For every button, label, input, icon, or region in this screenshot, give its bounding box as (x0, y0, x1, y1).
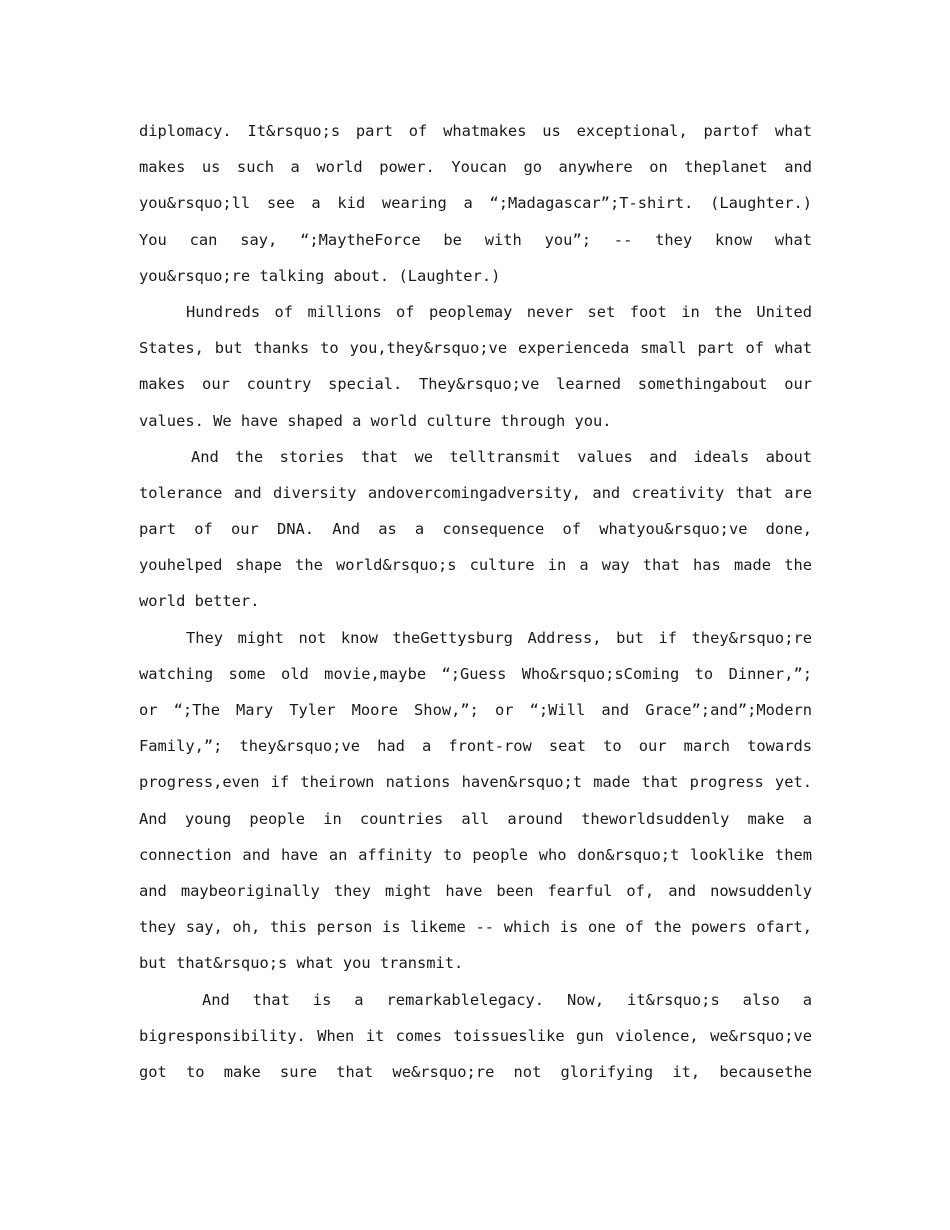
text-line: They might not know theGettysburg Address, but if they&rsquo;re (186, 628, 812, 647)
text-line: or “;The Mary Tyler Moore Show,”; or “;Will and Grace”;and”;Modern (139, 701, 812, 719)
text-line: youhelped shape the world&rsquo;s culture in a way that has made the (139, 556, 812, 575)
text-line: progress,even if theirown nations haven&rsquo;t made that progress yet. (139, 773, 812, 792)
text-line: world better. (139, 592, 260, 611)
text-line: but that&rsquo;s what you transmit. (139, 954, 464, 973)
text-line: you&rsquo;re talking about. (Laughter.) (139, 266, 501, 285)
text-line: and maybeoriginally they might have been fearful of, and nowsuddenly (139, 881, 812, 900)
paragraph-3 (139, 439, 812, 620)
text-line: States, but thanks to you,they&rsquo;ve experienceda small part of what (139, 339, 812, 358)
paragraph-1 (139, 113, 812, 294)
text-line: diplomacy. It&rsquo;s part of whatmakes us exceptional, partof what (139, 122, 812, 140)
text-line: And that is a remarkablelegacy. Now, it&rsquo;s also a (202, 990, 812, 1009)
text-line: values. We have shaped a world culture through you. (139, 411, 612, 430)
paragraph-4 (139, 620, 812, 982)
text-line: Hundreds of millions of peoplemay never set foot in the United (186, 302, 812, 321)
text-line: makes our country special. They&rsquo;ve learned somethingabout our (139, 375, 812, 394)
text-line: connection and have an affinity to people who don&rsquo;t looklike them (139, 845, 812, 864)
text-line: tolerance and diversity andovercomingadversity, and creativity that are (139, 483, 812, 502)
text-line: And young people in countries all around theworldsuddenly make a (139, 809, 812, 828)
text-line: You can say, “;MaytheForce be with you”; -- they know what (139, 230, 812, 249)
text-line: Family,”; they&rsquo;ve had a front-row seat to our march towards (139, 737, 812, 756)
text-line: bigresponsibility. When it comes toissueslike gun violence, we&rsquo;ve (139, 1026, 812, 1045)
text-line: you&rsquo;ll see a kid wearing a “;Madagascar”;T-shirt. (Laughter.) (139, 194, 812, 213)
paragraph-2 (139, 294, 812, 439)
document-body (139, 113, 812, 1090)
text-line: watching some old movie,maybe “;Guess Who&rsquo;sComing to Dinner,”; (139, 664, 812, 683)
text-line: And the stories that we telltransmit values and ideals about (191, 447, 812, 466)
text-line: they say, oh, this person is likeme -- which is one of the powers ofart, (139, 918, 812, 937)
paragraph-5 (139, 982, 812, 1091)
text-line: got to make sure that we&rsquo;re not glorifying it, becausethe (139, 1062, 812, 1081)
text-line: makes us such a world power. Youcan go anywhere on theplanet and (139, 158, 812, 177)
text-line: part of our DNA. And as a consequence of whatyou&rsquo;ve done, (139, 520, 812, 539)
